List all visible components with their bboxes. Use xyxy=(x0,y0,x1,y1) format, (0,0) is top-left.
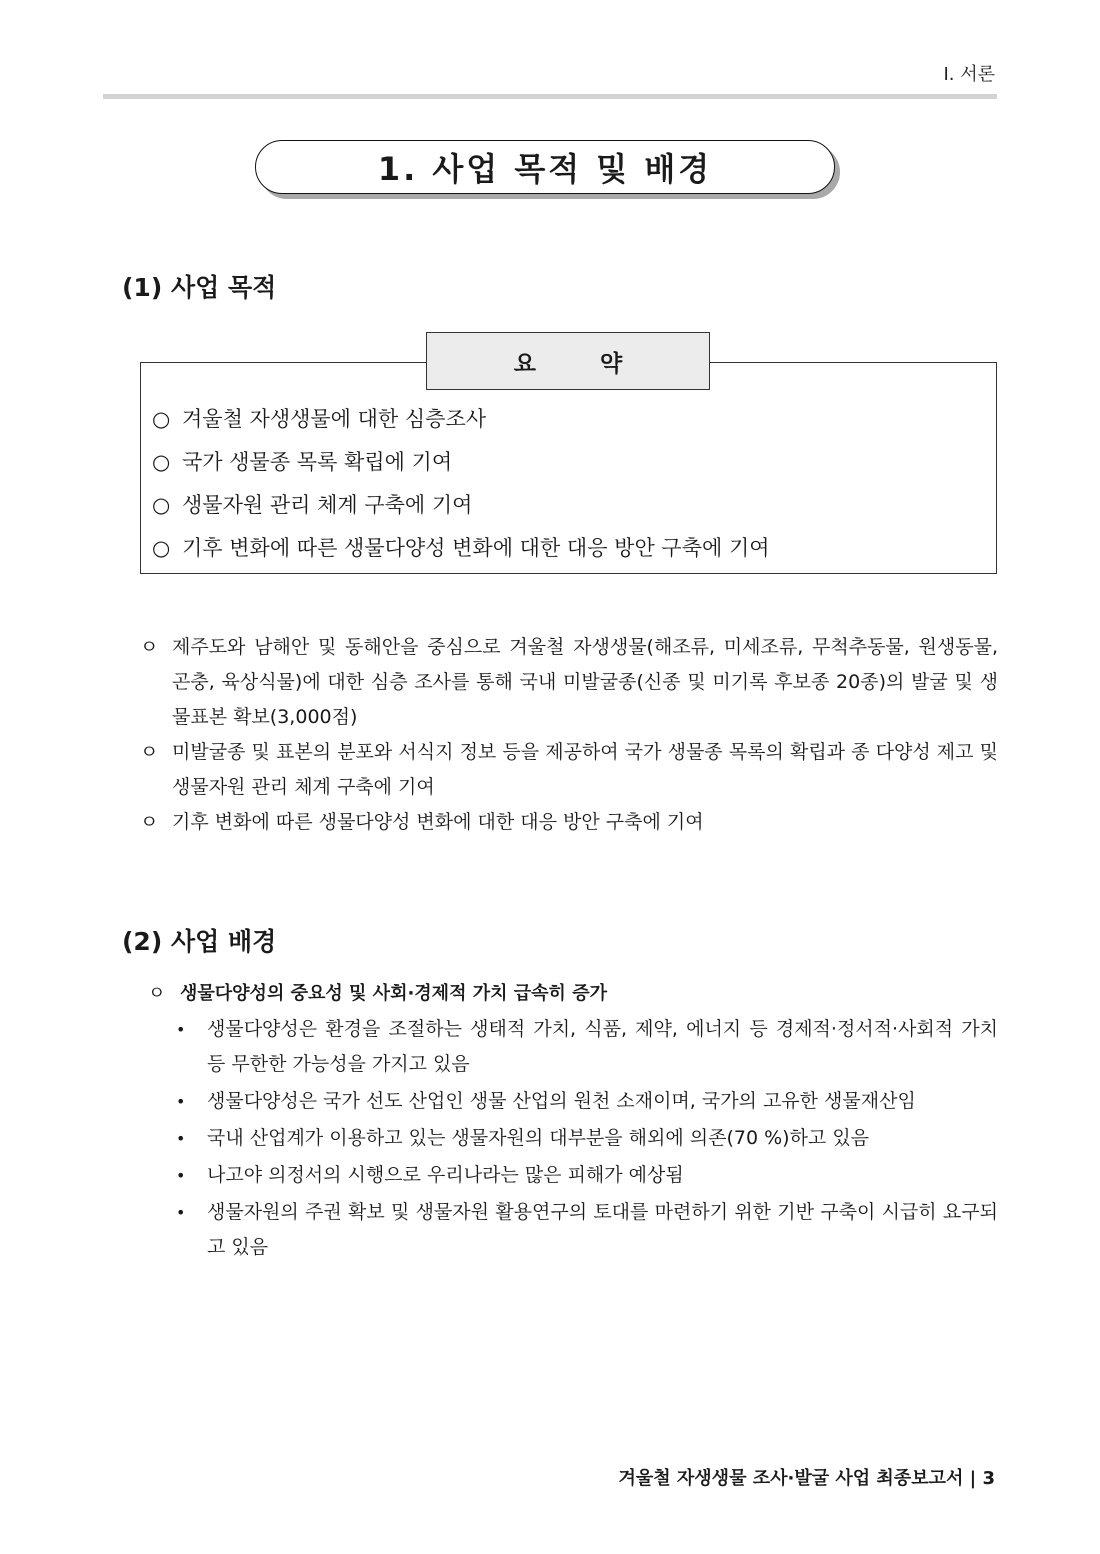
circle-bullet-icon: ○ xyxy=(152,450,171,474)
summary-item-text: 기후 변화에 따른 생물다양성 변화에 대한 대응 방안 구축에 기여 xyxy=(182,536,770,560)
background-subheading xyxy=(148,976,998,1012)
circle-bullet-icon: ○ xyxy=(152,407,171,431)
purpose-item-text: 기후 변화에 따른 생물다양성 변화에 대한 대응 방안 구축에 기여 xyxy=(172,811,704,833)
summary-item-text: 생물자원 관리 체계 구축에 기여 xyxy=(182,493,473,517)
purpose-item-text: 미발굴종 및 표본의 분포와 서식지 정보 등을 제공하여 국가 생물종 목록의 확립과 종 다양성 제고 및 생물자원 관리 체계 구축에 기여 xyxy=(172,741,998,798)
circle-bullet-icon: ㅇ xyxy=(140,741,159,763)
running-header: I. 서론 xyxy=(943,64,995,85)
dot-bullet-icon: • xyxy=(176,1203,186,1222)
chapter-title xyxy=(255,140,835,194)
summary-item xyxy=(152,441,992,484)
summary-label: 요 약 xyxy=(426,332,710,390)
background-bullet xyxy=(148,1121,998,1156)
circle-bullet-icon: ㅇ xyxy=(140,811,159,833)
background-bullet-text: 나고야 의정서의 시행으로 우리나라는 많은 피해가 예상됨 xyxy=(207,1164,684,1186)
summary-item-text: 겨울철 자생생물에 대한 심층조사 xyxy=(182,407,487,431)
dot-bullet-icon: • xyxy=(176,1092,186,1111)
summary-item-text: 국가 생물종 목록 확립에 기여 xyxy=(182,450,453,474)
background-list xyxy=(148,976,998,1267)
background-bullet-text: 국내 산업계가 이용하고 있는 생물자원의 대부분을 해외에 의존(70 %)하고 있음 xyxy=(207,1127,870,1149)
summary-item xyxy=(152,527,992,570)
purpose-list xyxy=(140,630,998,840)
background-bullet xyxy=(148,1158,998,1193)
background-bullet-text: 생물다양성은 환경을 조절하는 생태적 가치, 식품, 제약, 에너지 등 경제적·정서적·사회적 가치 등 무한한 가능성을 가지고 있음 xyxy=(207,1018,998,1075)
background-bullet xyxy=(148,1084,998,1119)
purpose-item xyxy=(140,805,998,840)
circle-bullet-icon: ○ xyxy=(152,493,171,517)
purpose-item xyxy=(140,630,998,735)
background-bullets xyxy=(148,1012,998,1265)
background-bullet xyxy=(148,1195,998,1265)
circle-bullet-icon: ㅇ xyxy=(148,983,166,1004)
page-footer: 겨울철 자생생물 조사·발굴 사업 최종보고서 | 3 xyxy=(618,1468,995,1489)
circle-bullet-icon: ㅇ xyxy=(140,636,159,658)
background-bullet xyxy=(148,1012,998,1082)
background-bullet-text: 생물자원의 주권 확보 및 생물자원 활용연구의 토대를 마련하기 위한 기반 구축이 시급히 요구되고 있음 xyxy=(207,1201,998,1258)
summary-item xyxy=(152,484,992,527)
chapter-title-text: 1. 사업 목적 및 배경 xyxy=(377,150,713,188)
summary-list xyxy=(152,398,992,570)
section-heading-background: (2) 사업 배경 xyxy=(122,927,277,956)
purpose-item xyxy=(140,735,998,805)
background-bullet-text: 생물다양성은 국가 선도 산업인 생물 산업의 원천 소재이며, 국가의 고유한 생물재산임 xyxy=(207,1090,916,1112)
dot-bullet-icon: • xyxy=(176,1020,186,1039)
purpose-item-text: 제주도와 남해안 및 동해안을 중심으로 겨울철 자생생물(해조류, 미세조류, 무척추동물, 원생동물, 곤충, 육상식물)에 대한 심층 조사를 통해 국내 미발굴종(신종 및 미기록 후보종 20종)의 발굴 및 생물표본 확보(3,000점) xyxy=(172,636,998,728)
header-divider xyxy=(103,94,997,99)
circle-bullet-icon: ○ xyxy=(152,536,171,560)
section-heading-purpose: (1) 사업 목적 xyxy=(122,273,277,302)
summary-item xyxy=(152,398,992,441)
background-subheading-text: 생물다양성의 중요성 및 사회·경제적 가치 급속히 증가 xyxy=(180,983,607,1004)
dot-bullet-icon: • xyxy=(176,1166,186,1185)
dot-bullet-icon: • xyxy=(176,1129,186,1148)
